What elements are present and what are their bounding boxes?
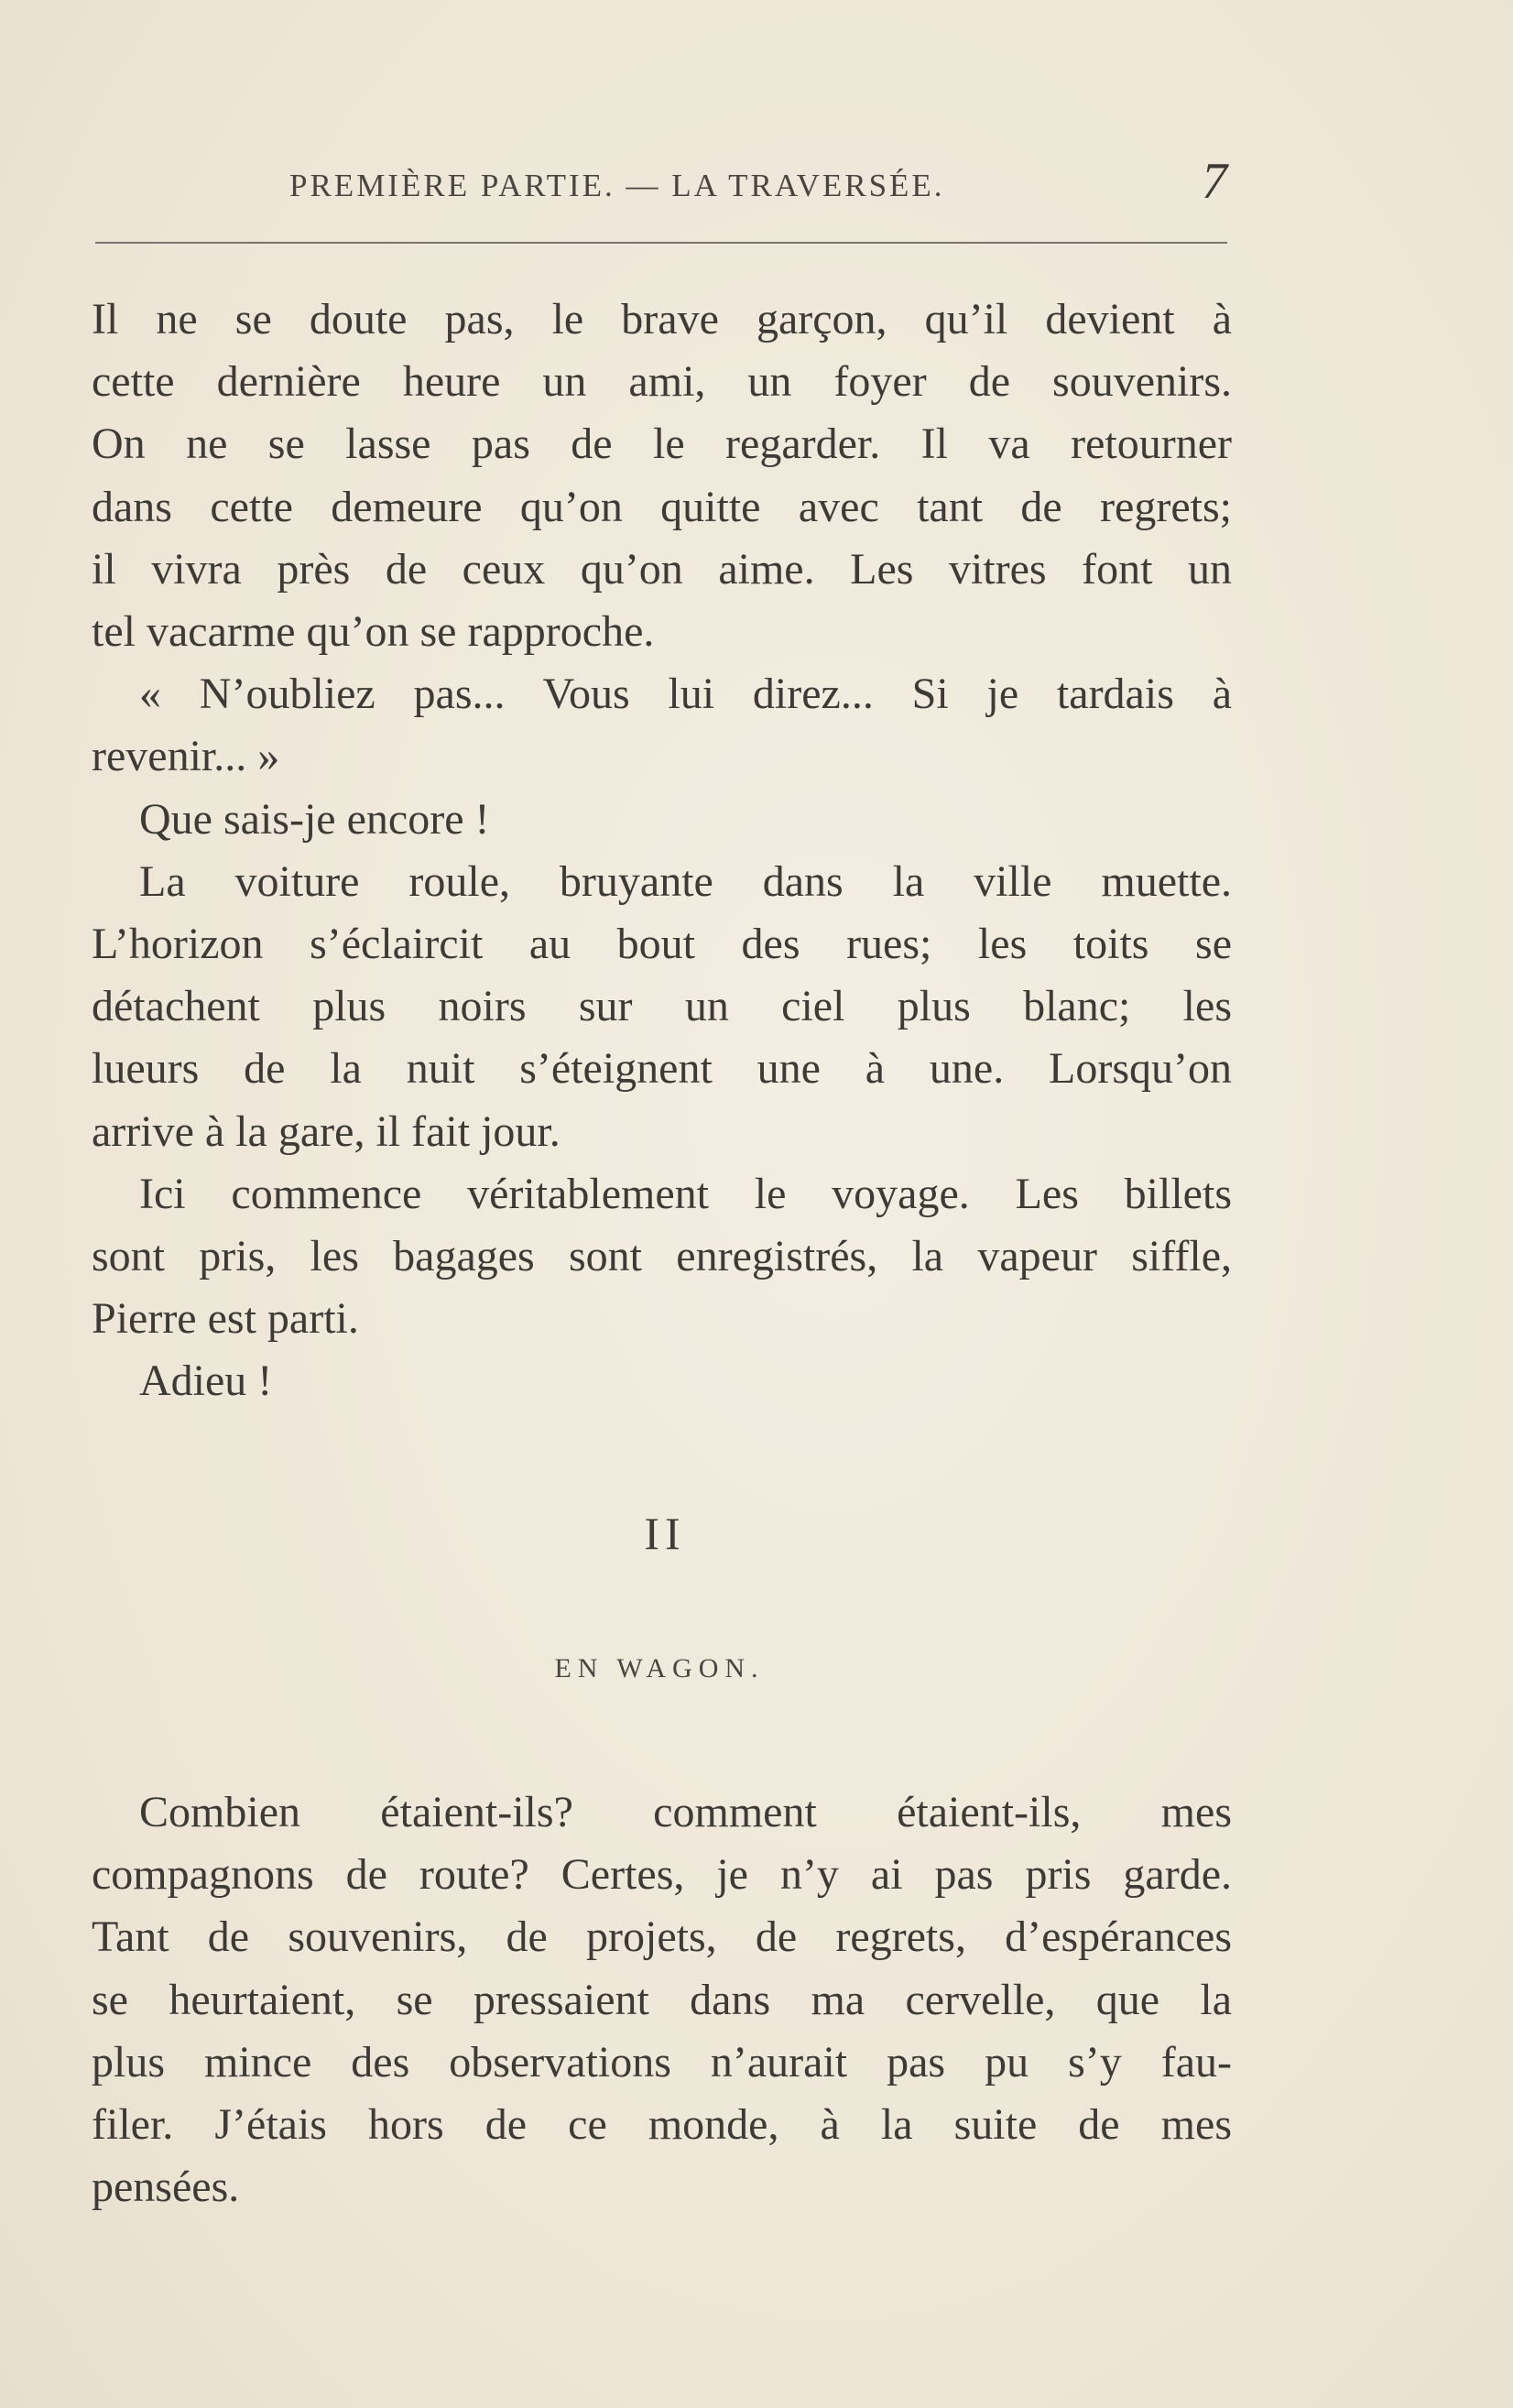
text-line: Adieu ! (139, 1357, 273, 1406)
body-text-section-2 (92, 1781, 1232, 2218)
text-line: L’horizon s’éclaircit au bout des rues; les toits se (92, 920, 1232, 969)
text-line: pensées. (92, 2163, 240, 2212)
text-line: Combien étaient-ils? comment étaient-ils, mes (139, 1788, 1232, 1836)
text-line: sont pris, les bagages sont enregistrés, la vapeur siffle, (92, 1232, 1232, 1281)
text-line: Il ne se doute pas, le brave garçon, qu’il devient à (92, 295, 1232, 343)
text-line: détachent plus noirs sur un ciel plus blanc; les (92, 982, 1232, 1031)
text-line: cette dernière heure un ami, un foyer de souvenirs. (92, 357, 1232, 407)
text-line: La voiture roule, bruyante dans la ville muette. (139, 856, 1232, 906)
text-line: plus mince des observations n’aurait pas pu s’y fau- (92, 2037, 1232, 2087)
chapter-number: II (644, 1508, 686, 1559)
running-head: PREMIÈRE PARTIE. — LA TRAVERSÉE. (289, 168, 945, 203)
text-line: lueurs de la nuit s’éteignent une à une. Lorsqu’on (92, 1044, 1232, 1094)
page-number: 7 (1202, 153, 1227, 210)
text-line: « N’oubliez pas... Vous lui direz... Si je tardais à (139, 670, 1232, 719)
text-line: se heurtaient, se pressaient dans ma cervelle, que la (92, 1975, 1232, 2024)
text-line: filer. J’étais hors de ce monde, à la suite de mes (92, 2100, 1232, 2150)
text-line: tel vacarme qu’on se rapproche. (92, 607, 655, 657)
header-rule (95, 242, 1227, 244)
text-line: On ne se lasse pas de le regarder. Il va retourner (92, 419, 1232, 469)
body-text-section-1 (92, 289, 1232, 1413)
text-line: Tant de souvenirs, de projets, de regrets, d’espérances (92, 1912, 1232, 1962)
text-line: arrive à la gare, il fait jour. (92, 1106, 561, 1156)
text-line: dans cette demeure qu’on quitte avec tant de regrets; (92, 482, 1232, 531)
chapter-title: EN WAGON. (554, 1653, 765, 1683)
text-line: Que sais-je encore ! (139, 794, 490, 844)
text-line: Pierre est parti. (92, 1294, 359, 1344)
text-line: compagnons de route? Certes, je n’y ai pas pris garde. (92, 1850, 1232, 1900)
text-line: revenir... » (92, 732, 280, 781)
text-line: Ici commence véritablement le voyage. Les billets (139, 1169, 1232, 1218)
text-line: il vivra près de ceux qu’on aime. Les vitres font un (92, 544, 1232, 594)
